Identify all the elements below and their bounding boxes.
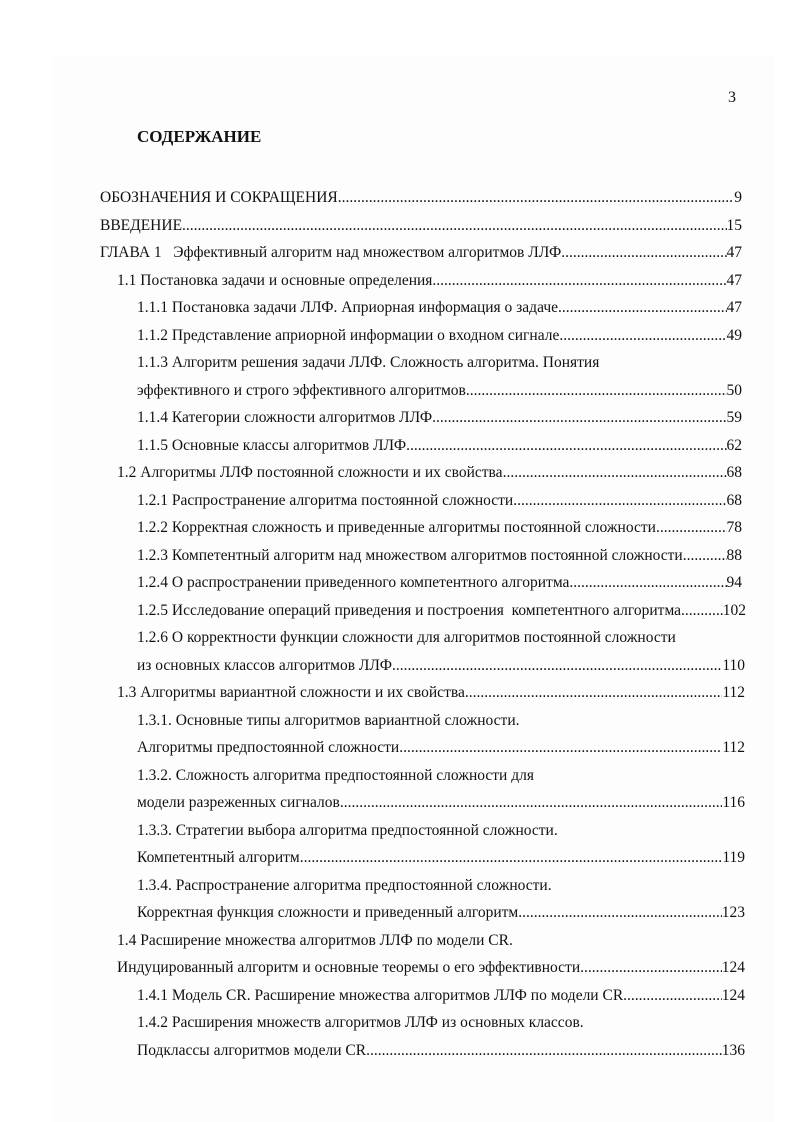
leader-dots <box>392 654 722 678</box>
toc-entry[interactable] <box>137 489 742 513</box>
toc-entry-page: 50 <box>726 382 742 399</box>
toc-entry-label: 1.2.1 Распространение алгоритма постоянной сложности <box>137 492 514 509</box>
toc-entry[interactable] <box>117 461 742 485</box>
toc-entry[interactable] <box>117 681 745 705</box>
toc-entry-label: 1.2.6 О корректности функции сложности для алгоритмов постоянной сложности <box>137 629 676 646</box>
toc-entry-page: 124 <box>721 987 745 1004</box>
toc-entry-page: 62 <box>726 437 742 454</box>
toc-entry-label: модели разреженных сигналов <box>137 794 340 811</box>
toc-entry-label: Корректная функция сложности и приведенный алгоритм <box>137 904 519 921</box>
toc-entry[interactable] <box>117 269 742 293</box>
toc-entry-page: 15 <box>726 217 742 234</box>
toc-entry-label: 1.2.4 О распространении приведенного компетентного алгоритма <box>137 574 570 591</box>
toc-entry[interactable] <box>137 406 742 430</box>
leader-dots <box>340 791 722 815</box>
toc-entry-first-line[interactable] <box>137 626 742 650</box>
leader-dots <box>466 379 727 403</box>
toc-entry-first-line[interactable] <box>117 929 742 953</box>
toc-entry-page: 112 <box>722 684 745 701</box>
toc-entry-page: 102 <box>722 602 746 619</box>
toc-entry-label: 1.3.1. Основные типы алгоритмов вариантной сложности. <box>137 712 520 729</box>
leader-dots <box>432 269 726 293</box>
toc-entry[interactable] <box>137 296 742 320</box>
toc-entry-page: 47 <box>726 244 742 261</box>
toc-entry-label: 1.3.4. Распространение алгоритма предпостоянной сложности. <box>137 877 552 894</box>
toc-entry-label: 1.4 Расширение множества алгоритмов ЛЛФ по модели CR. <box>117 932 513 949</box>
toc-entry-label: ОБОЗНАЧЕНИЯ И СОКРАЩЕНИЯ <box>100 189 338 206</box>
leader-dots <box>182 214 726 238</box>
toc-entry-first-line[interactable] <box>137 1011 742 1035</box>
toc-entry-label: 1.1.2 Представление априорной информации о входном сигнале <box>137 327 560 344</box>
toc-entry-label: 1.1.4 Категории сложности алгоритмов ЛЛФ <box>137 409 433 426</box>
toc-entry-first-line[interactable] <box>137 351 742 375</box>
toc-entry-page: 136 <box>721 1042 745 1059</box>
toc-entry-label: 1.1.5 Основные классы алгоритмов ЛЛФ <box>137 437 407 454</box>
page-number: 3 <box>728 89 736 106</box>
toc-entry[interactable] <box>137 1039 745 1063</box>
toc-entry-label: 1.4.2 Расширения множеств алгоритмов ЛЛФ из основных классов. <box>137 1014 584 1031</box>
leader-dots <box>300 846 723 870</box>
toc-entry-label: 1.3.3. Стратегии выбора алгоритма предпостоянной сложности. <box>137 822 558 839</box>
leader-dots <box>580 956 722 980</box>
leader-dots <box>561 241 726 265</box>
toc-entry[interactable] <box>100 241 742 265</box>
toc-entry-label: 1.1.1 Постановка задачи ЛЛФ. Априорная информация о задаче <box>137 299 559 316</box>
toc-entry[interactable] <box>137 654 745 678</box>
toc-entry-first-line[interactable] <box>137 764 742 788</box>
toc-entry-page: 68 <box>726 492 742 509</box>
toc-entry[interactable] <box>137 324 742 348</box>
toc-entry-first-line[interactable] <box>137 819 742 843</box>
leader-dots <box>503 461 727 485</box>
toc-entry-page: 124 <box>721 959 745 976</box>
toc-entry-page: 112 <box>722 739 745 756</box>
leader-dots <box>399 736 722 760</box>
toc-entry-page: 9 <box>734 189 742 206</box>
toc-entry-page: 47 <box>726 272 742 289</box>
toc-entry-page: 78 <box>726 519 742 536</box>
toc-entry-label: Подклассы алгоритмов модели CR <box>137 1042 367 1059</box>
leader-dots <box>518 901 722 925</box>
toc-entry-page: 47 <box>726 299 742 316</box>
leader-dots <box>406 434 726 458</box>
leader-dots <box>465 681 722 705</box>
toc-entry-label: из основных классов алгоритмов ЛЛФ <box>137 657 392 674</box>
toc-entry-page: 88 <box>726 547 742 564</box>
toc-entry-label: 1.3 Алгоритмы вариантной сложности и их свойства <box>117 684 465 701</box>
toc-entry-first-line[interactable] <box>137 709 742 733</box>
toc-entry-label: 1.2.2 Корректная сложность и приведенные алгоритмы постоянной сложности <box>137 519 656 536</box>
toc-entry-label: Индуцированный алгоритм и основные теоремы о его эффективности <box>117 959 581 976</box>
toc-entry[interactable] <box>137 379 742 403</box>
toc-entry[interactable] <box>137 736 745 760</box>
toc-entry-label: 1.1.3 Алгоритм решения задачи ЛЛФ. Сложность алгоритма. Понятия <box>137 354 600 371</box>
toc-entry-page: 68 <box>726 464 742 481</box>
toc-entry[interactable] <box>137 791 745 815</box>
toc-entry-page: 59 <box>726 409 742 426</box>
toc-entry-label: 1.2 Алгоритмы ЛЛФ постоянной сложности и их свойства <box>117 464 503 481</box>
toc-entry-label: ВВЕДЕНИЕ <box>100 217 183 234</box>
leader-dots <box>656 516 727 540</box>
leader-dots <box>432 406 726 430</box>
toc-entry[interactable] <box>100 214 742 238</box>
toc-entry[interactable] <box>117 956 745 980</box>
toc-entry[interactable] <box>137 599 746 623</box>
toc-entry-label: Алгоритмы предпостоянной сложности <box>137 739 400 756</box>
toc-entry-label: 1.2.3 Компетентный алгоритм над множеством алгоритмов постоянной сложности <box>137 547 683 564</box>
toc-entry-label: 1.3.2. Сложность алгоритма предпостоянной сложности для <box>137 767 534 784</box>
toc-entry[interactable] <box>100 186 742 210</box>
leader-dots <box>623 984 722 1008</box>
leader-dots <box>683 544 727 568</box>
toc-entry-page: 119 <box>722 849 745 866</box>
toc-entry-label: 1.1 Постановка задачи и основные определения <box>117 272 433 289</box>
toc-entry-first-line[interactable] <box>137 874 742 898</box>
toc-entry[interactable] <box>137 901 745 925</box>
leader-dots <box>558 296 726 320</box>
toc-entry-label: 1.4.1 Модель CR. Расширение множества алгоритмов ЛЛФ по модели CR <box>137 987 624 1004</box>
toc-entry[interactable] <box>137 434 742 458</box>
toc-entry-page: 94 <box>726 574 742 591</box>
toc-entry-page: 110 <box>722 657 745 674</box>
page-title: СОДЕРЖАНИЕ <box>137 127 262 146</box>
toc-entry[interactable] <box>137 516 742 540</box>
toc-entry[interactable] <box>137 846 745 870</box>
toc-entry-label: Компетентный алгоритм <box>137 849 300 866</box>
leader-dots <box>559 324 726 348</box>
toc-entry-label: ГЛАВА 1 Эффективный алгоритм над множеством алгоритмов ЛЛФ <box>100 244 562 261</box>
toc-entry[interactable] <box>137 571 742 595</box>
leader-dots <box>513 489 726 513</box>
toc-entry[interactable] <box>137 544 742 568</box>
toc-entry-label: эффективного и строго эффективного алгоритмов <box>137 382 466 399</box>
toc-entry-page: 49 <box>726 327 742 344</box>
leader-dots <box>366 1039 722 1063</box>
leader-dots <box>569 571 726 595</box>
leader-dots <box>338 186 735 210</box>
toc-entry-page: 123 <box>721 904 745 921</box>
toc-entry[interactable] <box>137 984 745 1008</box>
leader-dots <box>681 599 723 623</box>
toc-entry-page: 116 <box>722 794 745 811</box>
toc-entry-label: 1.2.5 Исследование операций приведения и построения компетентного алгоритма <box>137 602 682 619</box>
